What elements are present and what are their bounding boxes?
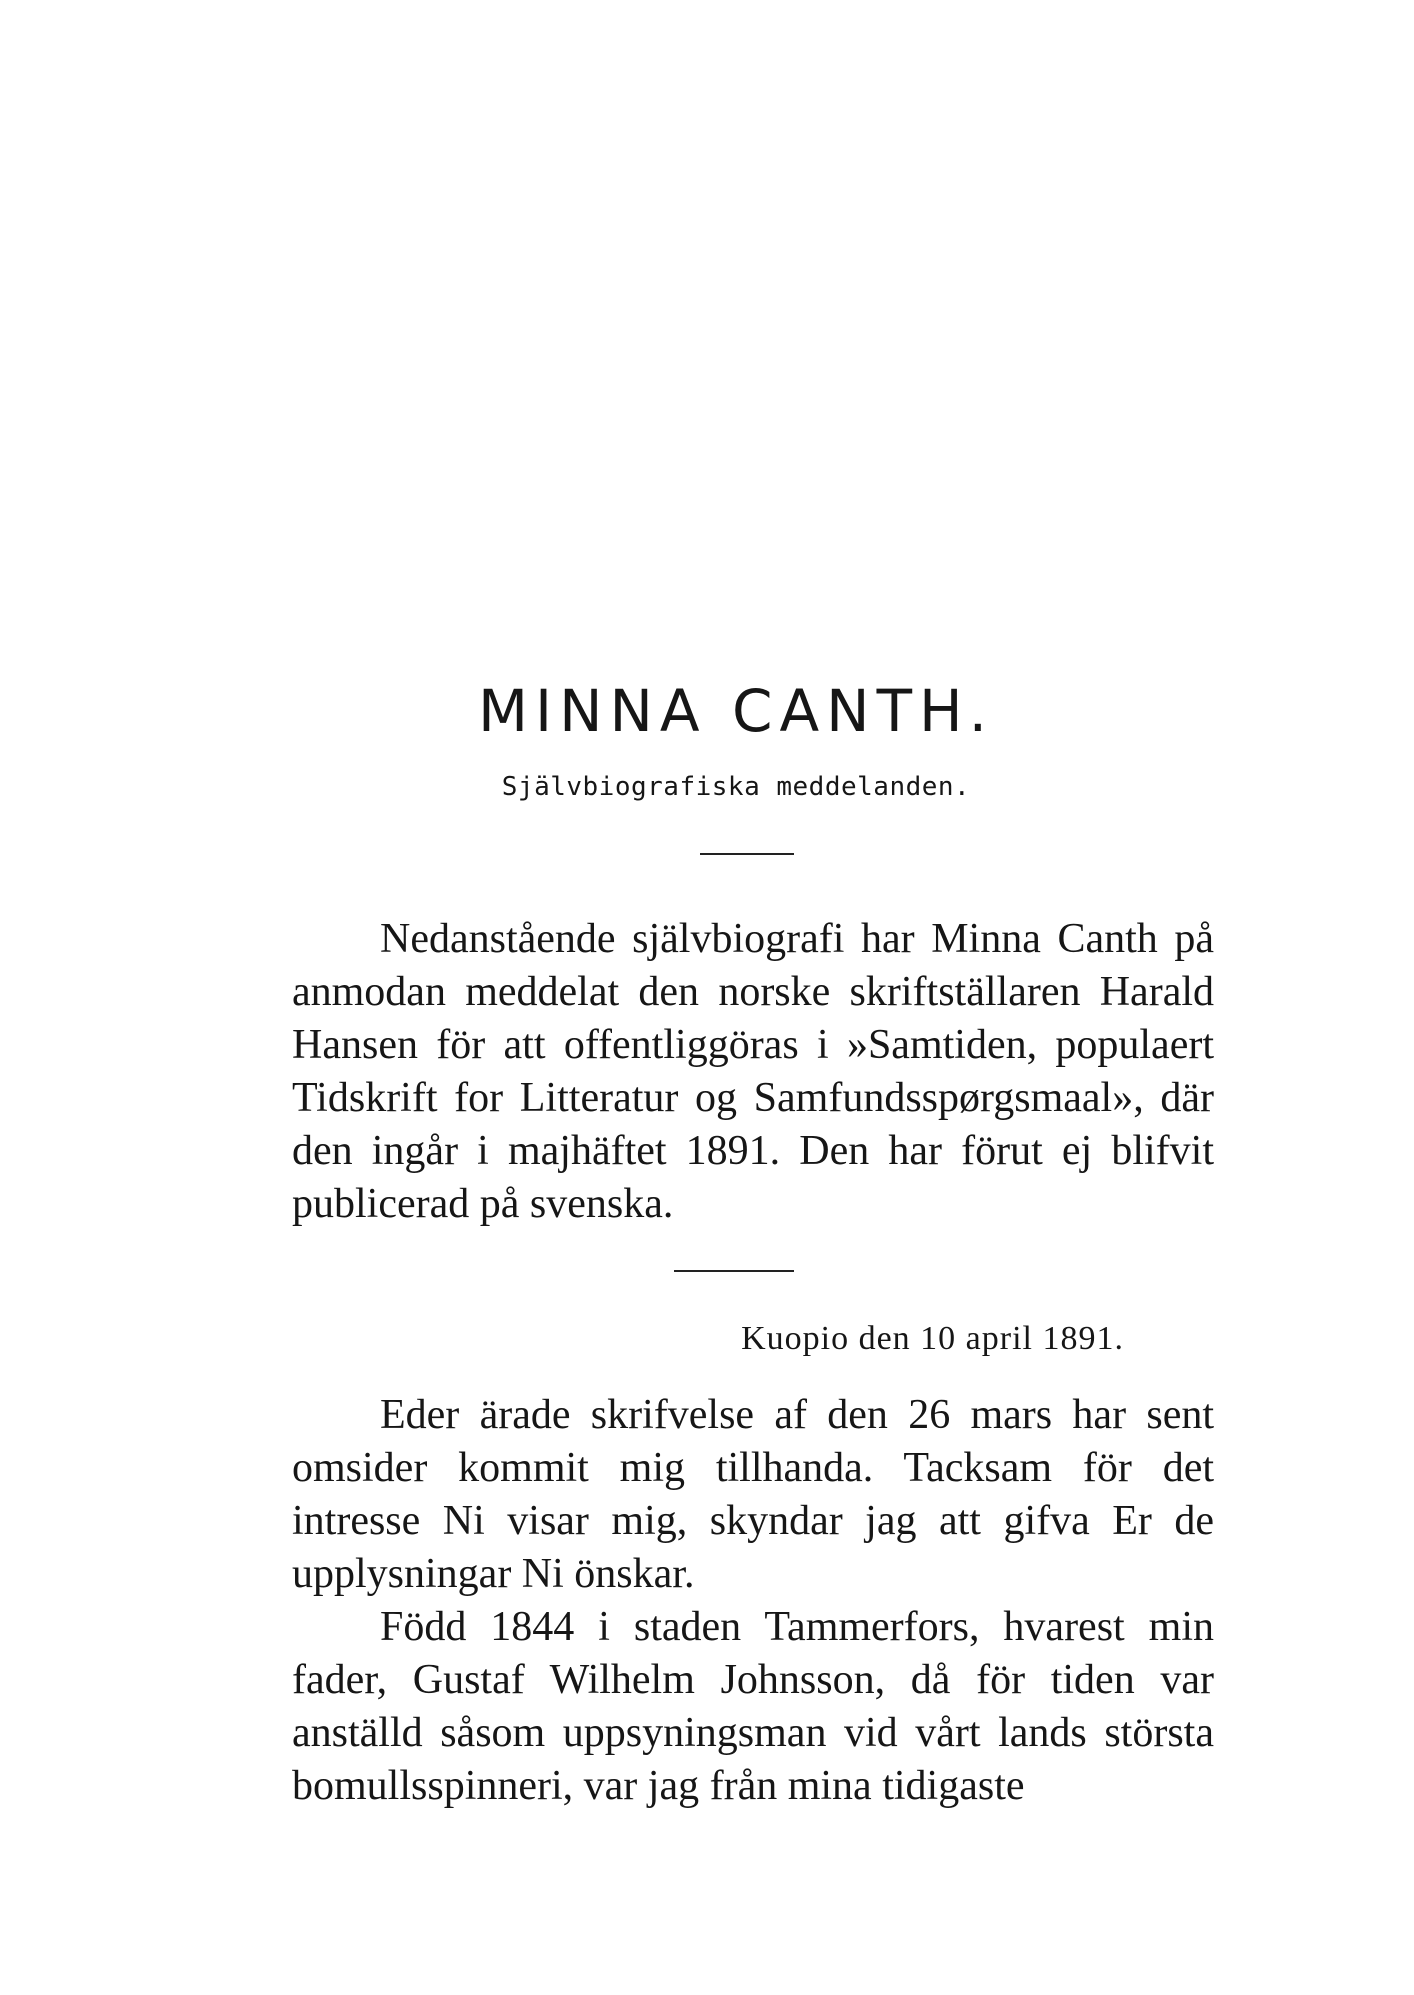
letter-body (292, 1389, 1214, 1813)
divider-rule (700, 853, 794, 855)
page-title: MINNA CANTH. (477, 677, 995, 745)
intro-paragraph: Nedanstående självbiografi har Minna Canth på anmodan meddelat den norske skriftställaren Harald Hansen för att offentliggöras i »Samtiden, populaert Tidskrift for Litteratur og Samfundsspørgsmaal», där den ingår i majhäftet 1891. Den har förut ej blifvit publicerad på svenska. (292, 916, 1214, 1227)
letter-dateline: Kuopio den 10 april 1891. (741, 1320, 1124, 1357)
divider-rule (674, 1270, 794, 1272)
body-paragraph: Eder ärade skrifvelse af den 26 mars har sent omsider kommit mig tillhanda. Tacksam för det intresse Ni visar mig, skyndar jag att gifva Er de upplysningar Ni önskar. (292, 1392, 1214, 1597)
intro-block (292, 913, 1214, 1231)
body-paragraph: Född 1844 i staden Tammerfors, hvarest min fader, Gustaf Wilhelm Johnsson, då för tiden var anställd såsom uppsyningsman vid vårt lands största bomullsspinneri, var jag från mina tidigaste (292, 1604, 1214, 1809)
page-subtitle: Självbiografiska meddelanden. (501, 772, 971, 802)
